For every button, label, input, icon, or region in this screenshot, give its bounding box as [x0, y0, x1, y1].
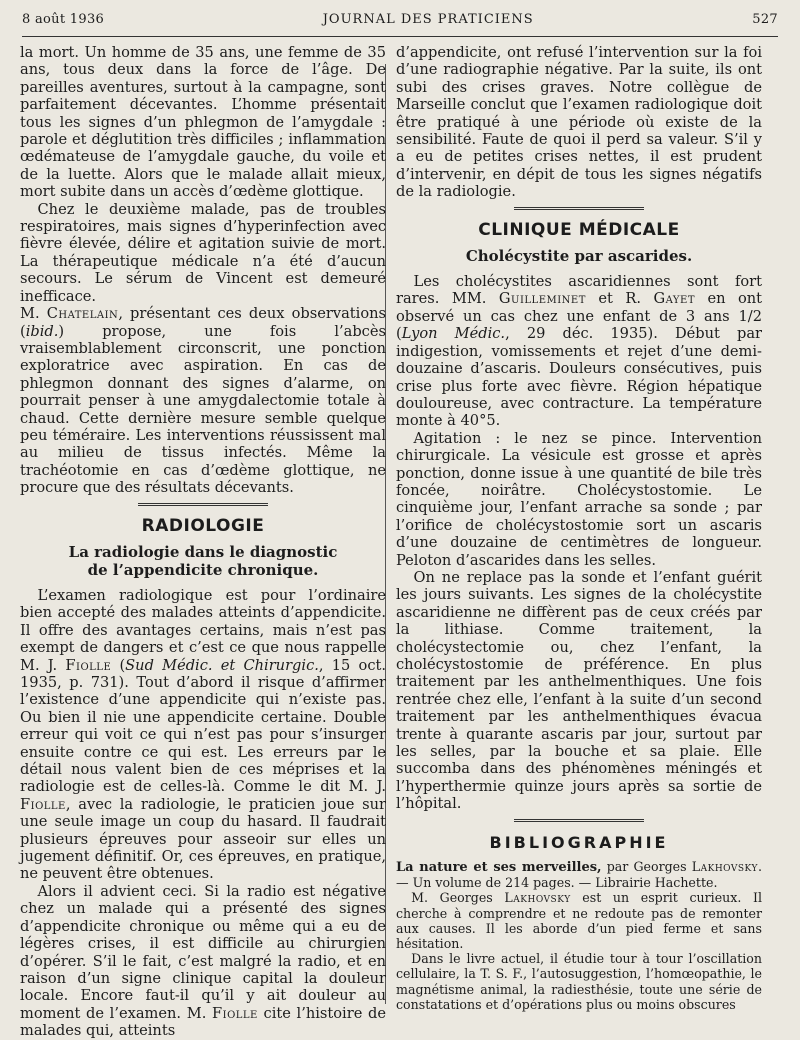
- article-title: Cholécystite par ascarides.: [465, 247, 693, 266]
- book-entry: La nature et ses merveilles, par Georges Lakhovsky. — Un volume de 214 pages. — Librairie Hachette.: [396, 859, 762, 891]
- section-heading-bibliographie: BIBLIOGRAPHIE: [489, 832, 669, 852]
- section-heading-radiologie: RADIOLOGIE: [141, 515, 265, 536]
- page-header: [22, 12, 778, 34]
- citation: Sud Médic. et Chirurgic.: [125, 656, 319, 674]
- author-name: Fiolle: [20, 795, 66, 813]
- bibliography: [396, 859, 762, 1012]
- paragraph: Agitation : le nez se pince. Intervention chirurgicale. La vésicule est grosse et après ponction, donne issue à une quantité de bile très foncée, noirâtre. Cholécystostomie. Le cinquième jour, l’enfant arrache sa sonde ; par l’orifice de cholécystostomie sort un ascaris d’une douzaine de centimètres de longueur. Peloton d’ascarides dans les selles.: [396, 429, 762, 569]
- author-name: Fiolle: [212, 1004, 258, 1022]
- paragraph: Chez le deuxième malade, pas de troubles respiratoires, mais signes d’hyperinfection avec fièvre élevée, délire et agitation suivie de mort. La thérapeutique médicale n’a été d’aucun secours. Le sérum de Vincent est demeuré inefficace.: [20, 200, 386, 305]
- right-column: [396, 44, 762, 1012]
- paragraph: Alors il advient ceci. Si la radio est négative chez un malade qui a présenté des signes d’appendicite chronique ou même qui a eu de légères crises, il est difficile au chirurgien d’opérer. S’il le fait, c’est malgré la radio, et en raison d’un signe clinique capital la douleur locale. Encore faut-il qu’il y ait douleur au moment de l’examen. M. Fiolle cite l’histoire de malades qui, atteints: [20, 882, 386, 1040]
- section-heading-clinique: CLINIQUE MÉDICALE: [478, 219, 680, 240]
- author-name: Fiolle: [65, 656, 112, 674]
- paragraph: la mort. Un homme de 35 ans, une femme de 35 ans, tous deux dans la force de l’âge. De pareilles aventures, surtout à la campagne, sont parfaitement décevantes. L’homme présentait tous les signes d’un phlegmon de l’amygdale : parole et déglutition très difficiles ; inflammation œdémateuse de l’amygdale gauche, du voile et de la luette. Alors que le malade allait mieux, mort subite dans un accès d’œdème glottique.: [20, 44, 386, 201]
- author-name: Gayet: [653, 290, 695, 308]
- book-title: La nature et ses merveilles,: [396, 860, 602, 876]
- citation: ibid.: [25, 322, 59, 340]
- author-name: Guilleminet: [498, 290, 586, 308]
- header-rule: [22, 36, 778, 37]
- left-column: [20, 44, 386, 1040]
- paragraph: Les cholécystites ascaridiennes sont fort rares. MM. Guilleminet et R. Gayet en ont observé un cas chez une enfant de 3 ans 1/2 (Lyon Médic., 29 déc. 1935). Début par indigestion, vomissements et rejet d’une demi-douzaine d’ascaris. Douleurs consécutives, puis crise plus forte avec fièvre. Région hépatique douloureuse, avec contracture. La température monte à 40°5.: [396, 273, 762, 430]
- author-name: Chatelain: [46, 305, 119, 323]
- paragraph: d’appendicite, ont refusé l’intervention sur la foi d’une radiographie négative. Par la suite, ils ont subi des crises graves. Notre collègue de Marseille conclut que l’examen radiologique doit être pratiqué à une période où existe de la sensibilité. Faute de quoi il perd sa valeur. S’il y a eu de petites crises nettes, il est prudent d’intervenir, en dépit de tous les signes négatifs de la radiologie.: [396, 44, 762, 201]
- journal-title: JOURNAL DES PRATICIENS: [322, 12, 534, 27]
- paragraph: On ne replace pas la sonde et l’enfant guérit les jours suivants. Les signes de la cholécystite ascaridienne ne diffèrent pas de ceux créés par la lithiase. Comme traitement, la cholécystectomie ou, chez l’enfant, la cholécystostomie de préférence. En plus traitement par les anthelmenthiques. Une fois rentrée chez elle, l’enfant à la suite d’un second traitement par les anthelmenthiques évacua trente à quarante ascaris par jour, surtout par les selles, par la bouche et sa plaie. Elle succomba dans des phénomènes méningés et l’hyperthermie quinze jours après sa sortie de l’hôpital.: [396, 568, 762, 813]
- section-separator: [514, 207, 644, 212]
- section-separator: [514, 819, 644, 824]
- paragraph: M. Chatelain, présentant ces deux observations (ibid.) propose, une fois l’abcès vraisemblablement circonscrit, une ponction exploratrice avec aspiration. En cas de phlegmon donnant des signes d’alarme, on pourrait penser à une amygdalectomie totale à chaud. Cette dernière mesure semble quelque peu téméraire. Les interventions réussissent mal au milieu de tissus infectés. Même la trachéotomie en cas d’œdème glottique, ne procure que des résultats décevants.: [20, 305, 386, 497]
- citation: Lyon Médic.: [401, 325, 506, 343]
- paragraph: M. Georges Lakhovsky est un esprit curieux. Il cherche à comprendre et ne redoute pas de remonter aux causes. Il les aborde d’un pied ferme et sans hésitation.: [396, 890, 763, 952]
- page-number: 527: [752, 12, 778, 27]
- author-name: Lakhovsky: [504, 890, 571, 906]
- issue-date: 8 août 1936: [22, 12, 105, 27]
- section-separator: [138, 503, 268, 508]
- paragraph: Dans le livre actuel, il étudie tour à tour l’oscillation cellulaire, la T. S. F., l’autosuggestion, l’homœopathie, le magnétisme animal, la radiesthésie, toute une série de constatations et d’opérations plus ou moins obscures: [396, 951, 762, 1012]
- article-title: La radiologie dans le diagnostic de l’appendicite chronique.: [68, 542, 338, 579]
- paragraph: L’examen radiologique est pour l’ordinaire bien accepté des malades atteints d’appendicite. Il offre des avantages certains, mais n’est pas exempt de dangers et c’est ce que nous rappelle M. J. Fiolle (Sud Médic. et Chirurgic., 15 oct. 1935, p. 731). Tout d’abord il risque d’affirmer l’existence d’une appendicite qui n’existe pas. Ou bien il nie une appendicite certaine. Double erreur qui voit ce qui n’est pas pour s’insurger ensuite contre ce qui est. Les erreurs par le détail nous valent bien de ces méprises et la radiologie est de celles-là. Comme le dit M. J. Fiolle, avec la radiologie, le praticien joue sur une seule image un coup du hasard. Il faudrait plusieurs épreuves pour asseoir sur elles un jugement définitif. Or, ces épreuves, en pratique, ne peuvent être obtenues.: [20, 586, 387, 883]
- author-name: Lakhovsky: [691, 859, 758, 875]
